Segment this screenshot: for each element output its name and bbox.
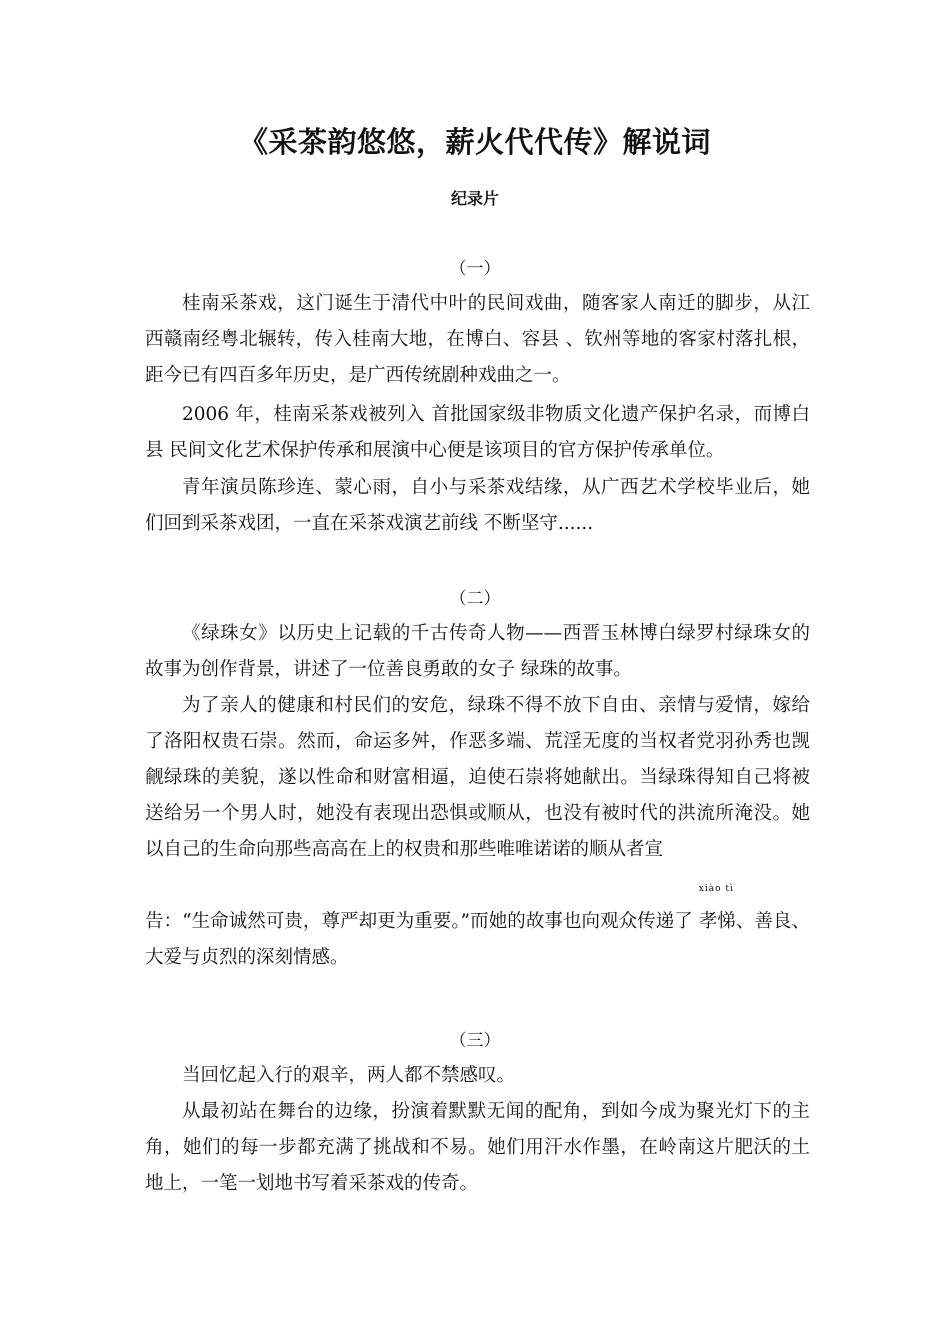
ruby-base-text: 孝悌 bbox=[698, 911, 736, 932]
section-2-paragraph-1: 《绿珠女》以历史上记载的千古传奇人物——西晋玉林博白绿罗村绿珠女的故事为创作背景，讲述了一位善良勇敢的女子 绿珠的故事。 bbox=[145, 623, 810, 680]
section-1-paragraph-3: 青年演员陈珍连、蒙心雨，自小与采茶戏结缘，从广西艺术学校毕业后，她们回到采茶戏团，一直在采茶戏演艺前线 不断坚守...... bbox=[145, 477, 810, 534]
document-title: 《采茶韵悠悠，薪火代代传》解说词 bbox=[238, 125, 711, 159]
section-3-paragraph-2: 从最初站在舞台的边缘，扮演着默默无闻的配角，到如今成为聚光灯下的主角，她们的每一步都充满了挑战和不易。她们用汗水作墨，在岭南这片肥沃的土地上，一笔一划地书写着采茶戏的传奇。 bbox=[145, 1101, 810, 1194]
section-1-paragraph-2: 2006 年，桂南采茶戏被列入 首批国家级非物质文化遗产保护名录，而博白县 民间文化艺术保护传承和展演中心便是该项目的官方保护传承单位。 bbox=[145, 404, 810, 461]
section-3-heading: （三） bbox=[449, 1031, 501, 1051]
continuation-text-after: 、善良、大爱与贞烈的深刻情感。 bbox=[145, 911, 810, 968]
section-2-heading: （二） bbox=[449, 589, 501, 609]
pinyin-annotation: xiào tì bbox=[698, 884, 734, 894]
section-2-paragraph-2: 为了亲人的健康和村民们的安危，绿珠不得不放下自由、亲情与爱情，嫁给了洛阳权贵石崇。然而，命运多舛，作恶多端、荒淫无度的当权者党羽孙秀也觊觎绿珠的美貌，遂以性命和财富相逼，迫使石崇将她献出。当绿珠得知自己将被送给另一个男人时，她没有表现出恐惧或顺从，也没有被时代的洪流所淹没。她以自己的生命向那些高高在上的权贵和那些唯唯诺诺的顺从者宣 bbox=[145, 695, 810, 860]
ruby-term bbox=[698, 884, 736, 940]
continuation-text-before: 告：“生命诚然可贵，尊严却更为重要。”而她的故事也向观众传递了 bbox=[145, 911, 699, 932]
section-2-paragraph-2-continuation bbox=[145, 884, 810, 976]
document-subtitle: 纪录片 bbox=[450, 189, 499, 208]
section-3-paragraph-1: 当回忆起入行的艰辛，两人都不禁感叹。 bbox=[182, 1065, 516, 1086]
section-1-heading: （一） bbox=[449, 259, 501, 279]
section-1-paragraph-1: 桂南采茶戏，这门诞生于清代中叶的民间戏曲，随客家人南迁的脚步，从江西赣南经粤北辗转，传入桂南大地，在博白、容县 、钦州等地的客家村落扎根，距今已有四百多年历史，是广西传统剧种戏曲之一。 bbox=[145, 293, 810, 386]
